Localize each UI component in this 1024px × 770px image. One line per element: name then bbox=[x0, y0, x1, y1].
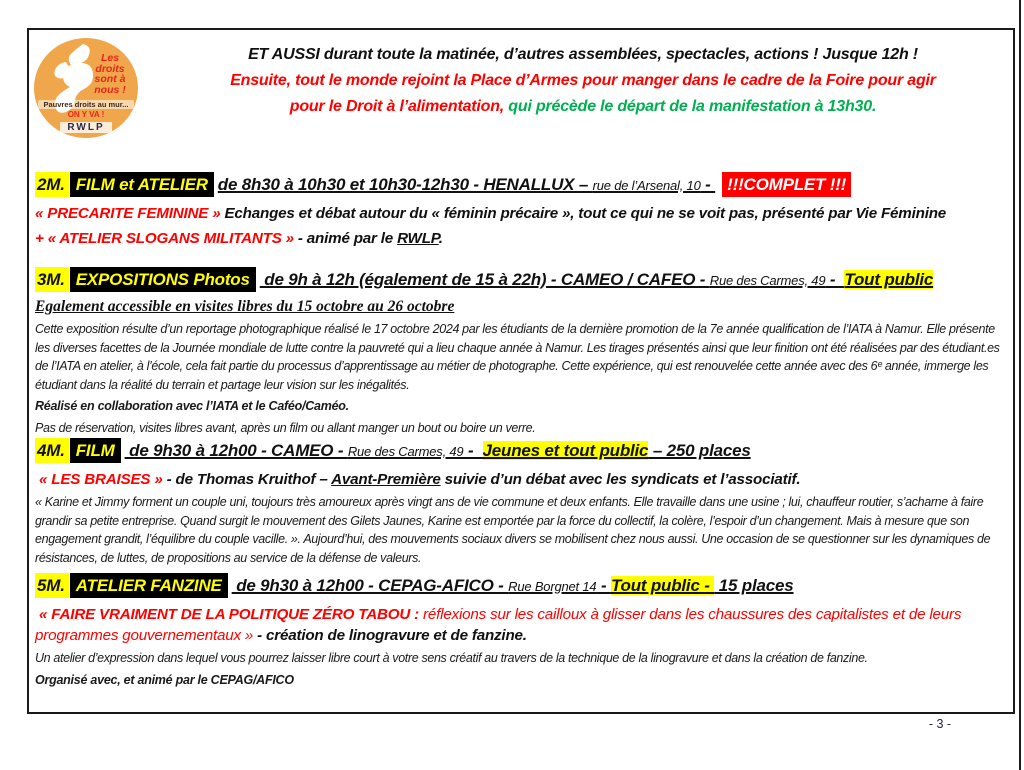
section-3m-description: Cette exposition résulte d’un reportage photographique réalisé le 17 octobre 2024 par les étudiants de la dernière promotion de la 7e année qualification de l’IATA à Namur. Elle présente les diverses facettes de la Journée mondiale de lutte contre la pauvreté qui a lieu chaque année à Namur. Les tirages présentés ainsi que leur finition ont été réalisées par des étudiant.es de l’IATA en atelier, à l’école, cela fait partie du processus d’apprentissage au métier de photographe. Cette expérience, qui est renouvelée cette année avec des 6ᵉ année, immerge les étudiant dans la réalité du terrain et partage leur vision sur les inégalités. bbox=[35, 322, 1003, 392]
section-5m-description: Un atelier d’expression dans lequel vous pourrez laisser libre court à votre sens créatif au travers de la technique de la linogravure et dans la création de fanzine. bbox=[35, 651, 868, 665]
section-4m bbox=[35, 437, 1007, 567]
section-5m-capacity: 15 places bbox=[714, 576, 794, 595]
section-3m-note-bold: Réalisé en collaboration avec l’IATA et le Caféo/Caméo. bbox=[35, 399, 349, 413]
section-4m-description: « Karine et Jimmy forment un couple uni, toujours très amoureux après vingt ans de vie commune et deux enfants. Elle travaille dans une usine ; lui, chauffeur routier, s’acharne à faire grandir sa petite entreprise. Quand surgit le mouvement des Gilets Jaunes, Karine est emportée par la force du collectif, la colère, l’espoir d’un changement. Mais à mesure que son engagement grandit, l’équilibre du couple vacille. ». Aujourd’hui, des mouvements sociaux divers se mobilisent chez nous aussi. Une occasion de se questionner sur les dynamiques de résistances, de luttes, de propositions au service de la défense de valeurs. bbox=[35, 495, 994, 565]
page-scan-edge bbox=[1019, 0, 1021, 770]
section-3m-address: Rue des Carmes, 49 bbox=[709, 273, 826, 288]
section-2m-line2 bbox=[35, 203, 1007, 224]
section-3m-separator: - bbox=[825, 270, 845, 289]
section-4m-address: Rue des Carmes, 49 bbox=[347, 444, 464, 459]
section-2m-line3-title: + « ATELIER SLOGANS MILITANTS » bbox=[35, 230, 294, 247]
header-line-3 bbox=[157, 94, 1009, 120]
section-3m bbox=[35, 266, 1007, 437]
section-2m-label: 2M. bbox=[35, 172, 69, 197]
logo-circle bbox=[34, 38, 138, 138]
section-3m-heading bbox=[35, 266, 1007, 294]
logo-slogan-sub: Pauvres droits au mur... bbox=[38, 100, 134, 109]
section-4m-separator: - bbox=[463, 441, 483, 460]
section-5m-schedule: de 9h30 à 12h00 - CEPAG-AFICO - bbox=[231, 576, 509, 595]
rwlp-logo bbox=[34, 38, 138, 138]
logo-org-name: RWLP bbox=[60, 122, 112, 133]
header-line-3-comma: , bbox=[499, 98, 509, 115]
section-2m-complet-badge: !!!COMPLET !!! bbox=[722, 172, 851, 197]
logo-slogan-cta: ON Y VA ! bbox=[67, 110, 105, 119]
section-5m-workshop-title: « FAIRE VRAIMENT DE LA POLITIQUE ZÉRO TABOU : bbox=[35, 606, 420, 623]
section-5m-audience-highlight: Tout public - bbox=[610, 576, 715, 595]
section-5m-separator: - bbox=[596, 576, 611, 595]
section-5m-line2-end: - création de linogravure et de fanzine. bbox=[253, 627, 527, 644]
section-2m-schedule: de 8h30 à 10h30 et 10h30-12h30 - HENALLUX – bbox=[217, 175, 593, 194]
section-3m-label: 3M. bbox=[35, 267, 69, 292]
section-4m-line2 bbox=[35, 469, 1007, 490]
section-5m-address: Rue Borgnet 14 bbox=[508, 579, 597, 594]
section-4m-label: 4M. bbox=[35, 438, 69, 463]
section-4m-line2-end: suivie d’un débat avec les syndicats et l’associatif. bbox=[440, 471, 801, 488]
section-5m-label: 5M. bbox=[35, 573, 69, 598]
section-2m-line3-text: - animé par le bbox=[293, 230, 398, 247]
content-border-box bbox=[27, 28, 1015, 714]
section-2m-heading bbox=[35, 171, 1007, 199]
section-3m-audience-highlight: Tout public bbox=[844, 270, 934, 289]
section-4m-audience-highlight: Jeunes et tout public bbox=[482, 441, 649, 460]
section-4m-line2-mid: - de Thomas Kruithof – bbox=[162, 471, 332, 488]
section-4m-film-title: « LES BRAISES » bbox=[35, 471, 163, 488]
section-2m-line3-end: . bbox=[438, 230, 443, 247]
section-3m-title: EXPOSITIONS Photos bbox=[70, 267, 256, 292]
section-2m bbox=[35, 171, 1007, 249]
section-3m-subtitle: Egalement accessible en visites libres du 15 octobre au 26 octobre bbox=[35, 298, 455, 315]
header-intro bbox=[157, 42, 1009, 120]
section-5m-workshop-desc-red: réflexions sur les cailloux à glisser dans les chaussures des capitalistes et de leurs programmes gouvernementaux » bbox=[35, 606, 966, 644]
section-5m-title: ATELIER FANZINE bbox=[70, 573, 228, 598]
section-4m-capacity: – 250 places bbox=[648, 441, 751, 460]
section-4m-title: FILM bbox=[70, 438, 121, 463]
section-5m-note-bold: Organisé avec, et animé par le CEPAG/AFICO bbox=[35, 672, 294, 687]
section-3m-note: Pas de réservation, visites libres avant, après un film ou allant manger un bout ou boire un verre. bbox=[35, 420, 536, 435]
section-2m-title: FILM et ATELIER bbox=[70, 172, 214, 197]
section-5m-line2 bbox=[35, 604, 1007, 646]
header-line-3-red: pour le Droit à l’alimentation bbox=[289, 98, 500, 115]
section-2m-line2-text: Echanges et débat autour du « féminin précaire », tout ce qui ne se voit pas, présenté par Vie Féminine bbox=[220, 205, 947, 222]
header-line-2: Ensuite, tout le monde rejoint la Place d’Armes pour manger dans le cadre de la Foire pour agir bbox=[230, 72, 936, 89]
section-5m-heading bbox=[35, 572, 1007, 600]
logo-slogan-main: Les droits sont à nous ! bbox=[94, 52, 126, 96]
section-2m-line3 bbox=[35, 228, 1007, 249]
page-number: - 3 - bbox=[928, 717, 952, 731]
section-2m-address: rue de l’Arsenal, 10 bbox=[592, 178, 701, 193]
section-2m-separator: - bbox=[700, 175, 716, 194]
header-line-3-green: qui précède le départ de la manifestation à 13h30. bbox=[508, 98, 877, 115]
header-line-1: ET AUSSI durant toute la matinée, d’autres assemblées, spectacles, actions ! Jusque 12h ! bbox=[248, 46, 918, 63]
section-4m-heading bbox=[35, 437, 1007, 465]
section-2m-line3-org: RWLP bbox=[397, 230, 439, 247]
section-3m-schedule: de 9h à 12h (également de 15 à 22h) - CAMEO / CAFEO - bbox=[259, 270, 710, 289]
section-5m bbox=[35, 572, 1007, 689]
section-4m-avant-premiere: Avant-Première bbox=[331, 471, 441, 488]
section-4m-schedule: de 9h30 à 12h00 - CAMEO - bbox=[124, 441, 348, 460]
section-2m-line2-title: « PRECARITE FEMININE » bbox=[35, 205, 221, 222]
